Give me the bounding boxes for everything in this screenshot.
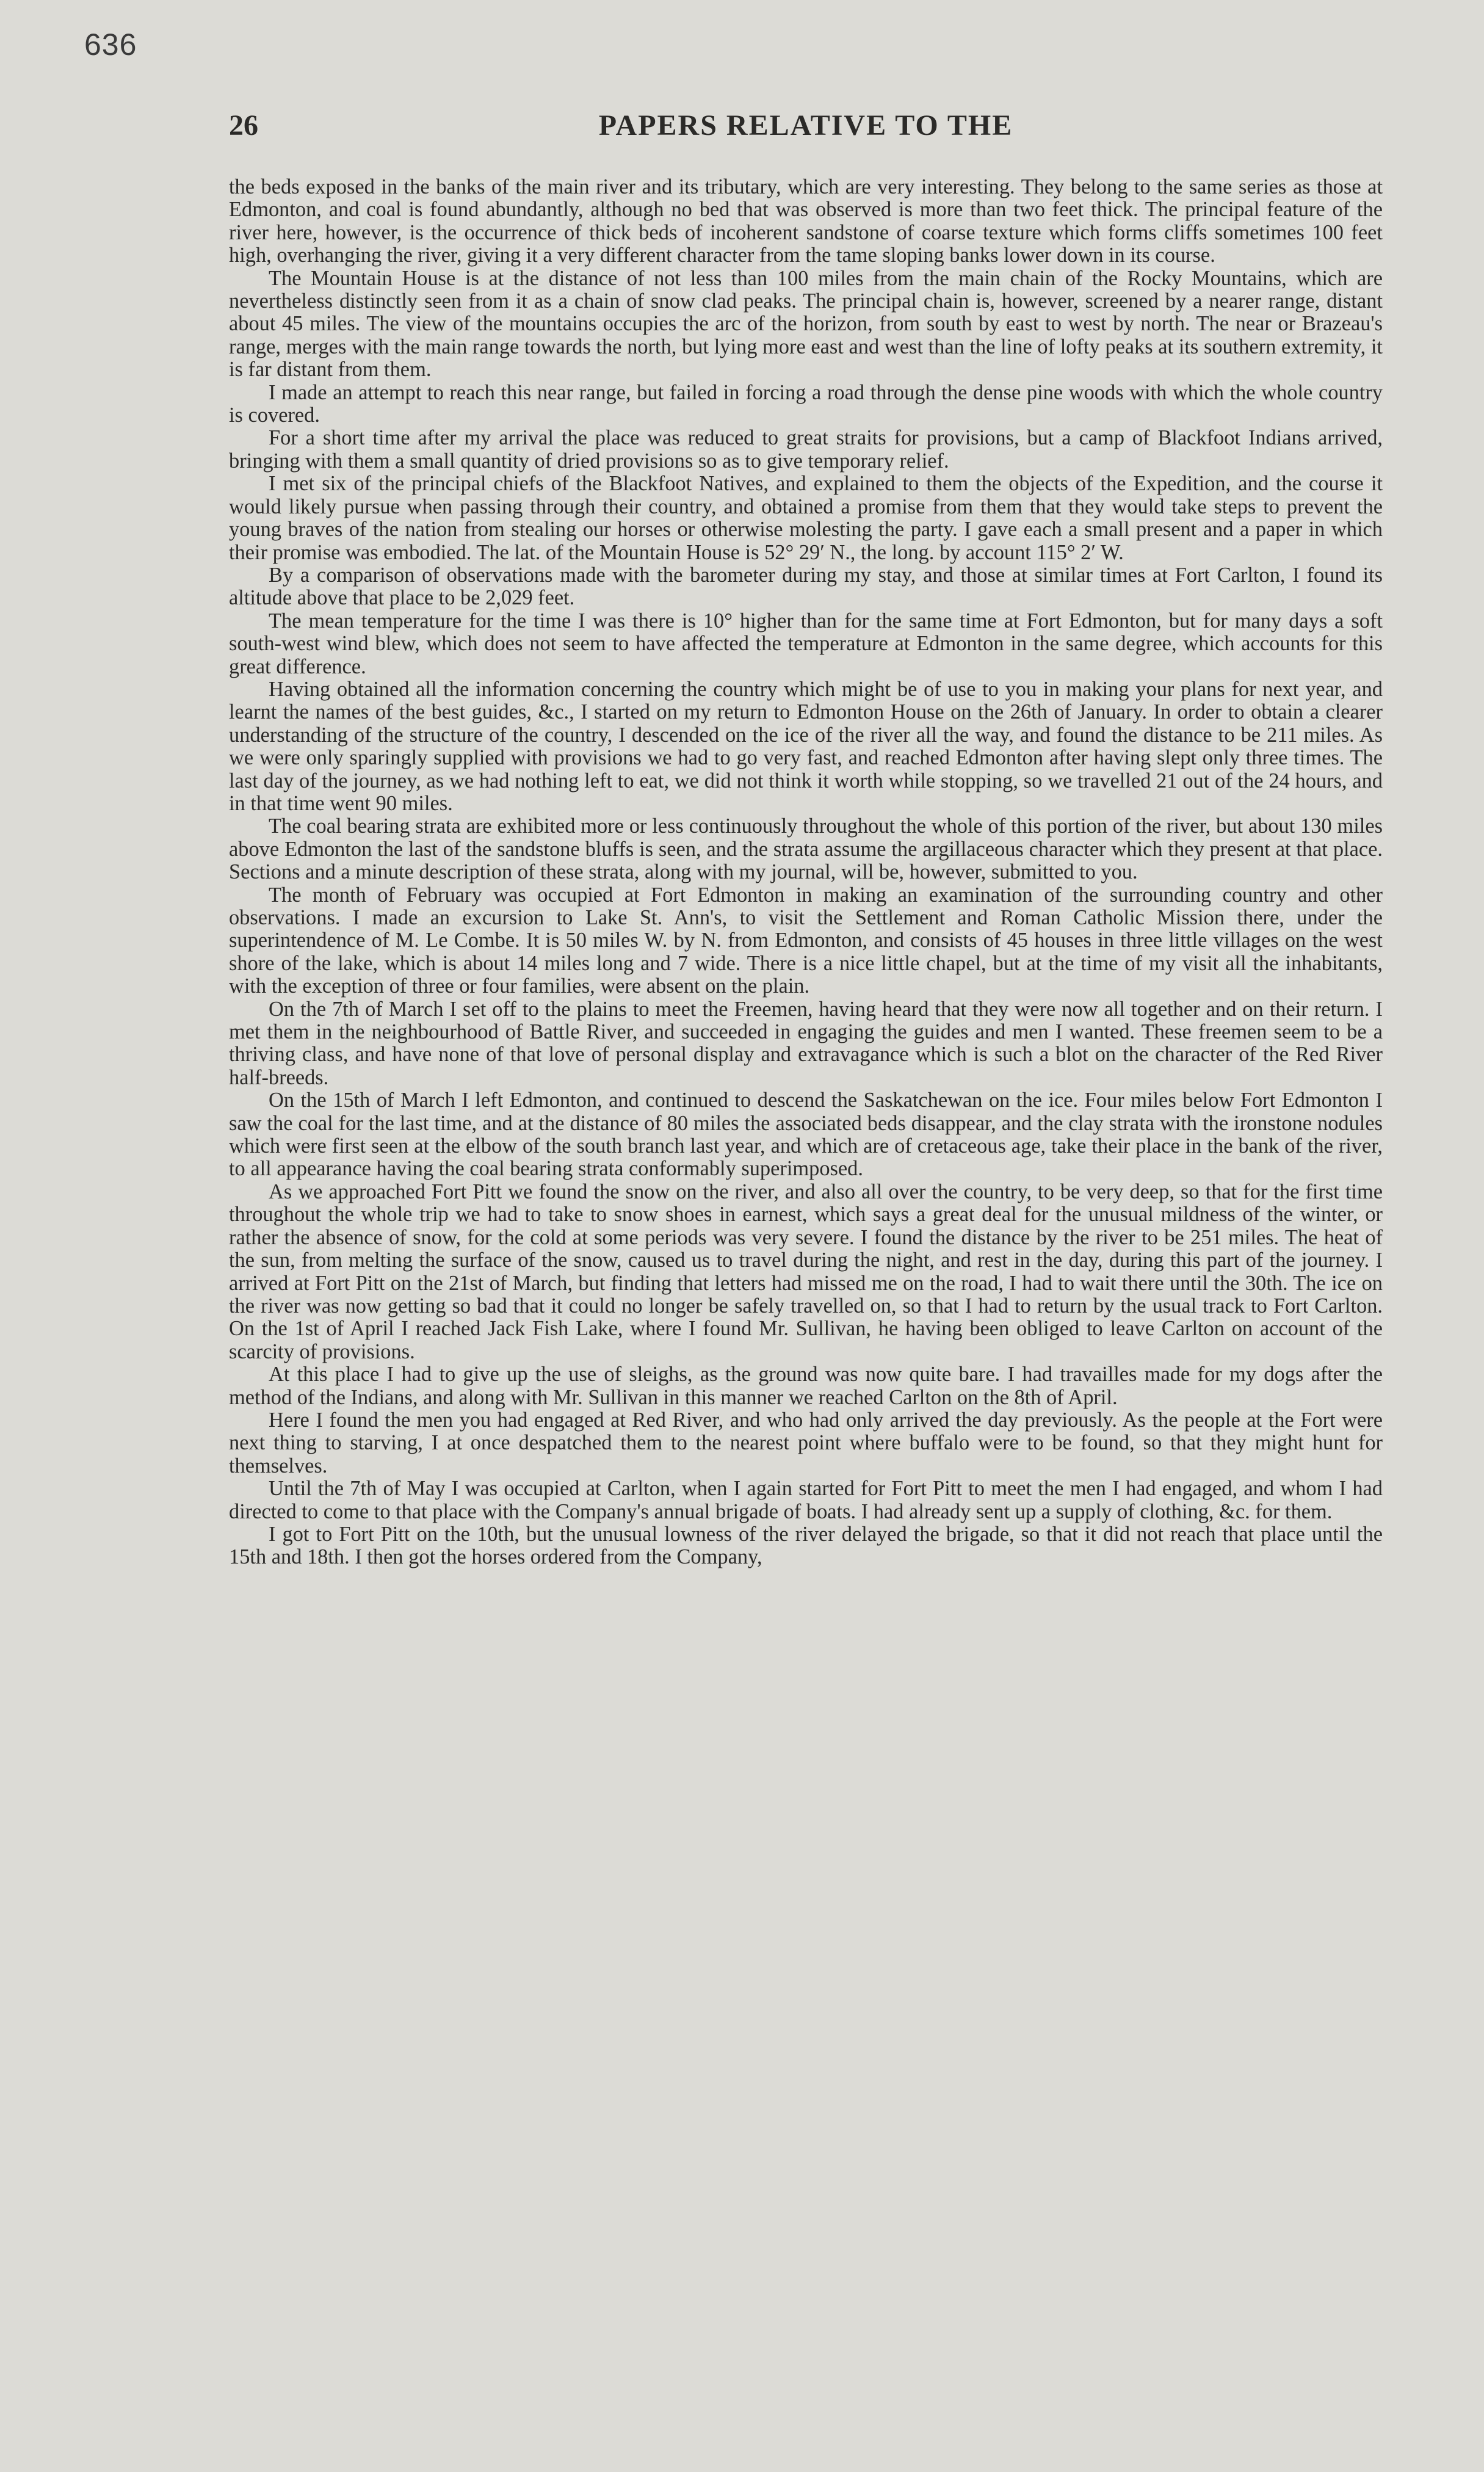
running-title: PAPERS RELATIVE TO THE — [598, 109, 1013, 142]
paragraph: I made an attempt to reach this near range, but failed in forcing a road through the dense pine woods with which the whole country is covered. — [229, 380, 1383, 427]
paragraph: By a comparison of observations made with the barometer during my stay, and those at similar times at Fort Carlton, I found its altitude above that place to be 2,029 feet. — [229, 563, 1383, 610]
paragraph: The Mountain House is at the distance of not less than 100 miles from the main chain of the Rocky Mountains, which are nevertheless distinctly seen from it as a chain of snow clad peaks. The principal chain is, however, screened by a nearer range, distant about 45 miles. The view of the mountains occupies the arc of the horizon, from south by east to west by north. The near or Brazeau's range, merges with the main range towards the north, but lying more east and west than the line of lofty peaks at its southern extremity, it is far distant from them. — [229, 266, 1383, 382]
paragraph: For a short time after my arrival the place was reduced to great straits for provisions, but a camp of Blackfoot Indians arrived, bringing with them a small quantity of dried provisions so as to give temporary relief. — [229, 426, 1383, 473]
paragraph: Until the 7th of May I was occupied at Carlton, when I again started for Fort Pitt to meet the men I had engaged, and whom I had directed to come to that place with the Company's annual brigade of boats. I had already sent up a supply of clothing, &c. for them. — [229, 1477, 1383, 1523]
page-number: 26 — [229, 109, 258, 142]
paragraph: On the 7th of March I set off to the plains to meet the Freemen, having heard that they were now all together and on their return. I met them in the neighbourhood of Battle River, and succeeded in engaging the guides and men I wanted. These freemen seem to be a thriving class, and have none of that love of personal display and extravagance which is such a blot on the character of the Red River half-breeds. — [229, 997, 1383, 1089]
paragraph: I got to Fort Pitt on the 10th, but the unusual lowness of the river delayed the brigade, so that it did not reach that place until the 15th and 18th. I then got the horses ordered from the Company, — [229, 1522, 1383, 1569]
paragraph: I met six of the principal chiefs of the Blackfoot Natives, and explained to them the objects of the Expedition, and the course it would likely pursue when passing through their country, and obtained a promise from them that they would take steps to prevent the young braves of the nation from stealing our horses or otherwise molesting the party. I gave each a small present and a paper in which their promise was embodied. The lat. of the Mountain House is 52° 29′ N., the long. by account 115° 2′ W. — [229, 472, 1383, 564]
paragraph: As we approached Fort Pitt we found the snow on the river, and also all over the country, to be very deep, so that for the first time throughout the whole trip we had to take to snow shoes in earnest, which says a great deal for the unusual mildness of the winter, or rather the absence of snow, for the cold at some periods was very severe. I found the distance by the river to be 251 miles. The heat of the sun, from melting the surface of the snow, caused us to travel during the night, and rest in the day, during this part of the journey. I arrived at Fort Pitt on the 21st of March, but finding that letters had missed me on the road, I had to wait there until the 30th. The ice on the river was now getting so bad that it could no longer be safely travelled on, so that I had to return by the usual track to Fort Carlton. On the 1st of April I reached Jack Fish Lake, where I found Mr. Sullivan, he having been obliged to leave Carlton on account of the scarcity of provisions. — [229, 1180, 1383, 1363]
paragraph: At this place I had to give up the use of sleighs, as the ground was now quite bare. I had travailles made for my dogs after the method of the Indians, and along with Mr. Sullivan in this manner we reached Carlton on the 8th of April. — [229, 1363, 1383, 1409]
paragraph: On the 15th of March I left Edmonton, and continued to descend the Saskatchewan on the ice. Four miles below Fort Edmonton I saw the coal for the last time, and at the distance of 80 miles the associated beds disappear, and the clay strata with the ironstone nodules which were first seen at the elbow of the south branch last year, and which are of cretaceous age, take their place in the bank of the river, to all appearance having the coal bearing strata conformably superimposed. — [229, 1089, 1383, 1181]
paragraph: The mean temperature for the time I was there is 10° higher than for the same time at Fort Edmonton, but for many days a soft south-west wind blew, which does not seem to have affected the temperature at Edmonton in the same degree, which accounts for this great difference. — [229, 609, 1383, 678]
paragraph: The month of February was occupied at Fort Edmonton in making an examination of the surrounding country and other observations. I made an excursion to Lake St. Ann's, to visit the Settlement and Roman Catholic Mission there, under the superintendence of M. Le Combe. It is 50 miles W. by N. from Edmonton, and consists of 45 houses in three little villages on the west shore of the lake, which is about 14 miles long and 7 wide. There is a nice little chapel, but at the time of my visit all the inhabitants, with the exception of three or four families, were absent on the plain. — [229, 883, 1383, 998]
paragraph: The coal bearing strata are exhibited more or less continuously throughout the whole of this portion of the river, but about 130 miles above Edmonton the last of the sandstone bluffs is seen, and the strata assume the argillaceous character which they present at that place. Sections and a minute description of these strata, along with my journal, will be, however, submitted to you. — [229, 814, 1383, 884]
paragraph: Having obtained all the information concerning the country which might be of use to you in making your plans for next year, and learnt the names of the best guides, &c., I started on my return to Edmonton House on the 26th of January. In order to obtain a clearer understanding of the structure of the country, I descended on the ice of the river all the way, and found the distance to be 211 miles. As we were only sparingly supplied with provisions we had to go very fast, and reached Edmonton after having slept only three times. The last day of the journey, as we had nothing left to eat, we did not think it worth while stopping, so we travelled 21 out of the 24 hours, and in that time went 90 miles. — [229, 677, 1383, 815]
body-text — [229, 176, 1383, 1569]
running-header — [229, 109, 1383, 151]
paragraph: Here I found the men you had engaged at Red River, and who had only arrived the day previously. As the people at the Fort were next thing to starving, I at once despatched them to the nearest point where buffalo were to be found, so that they might hunt for themselves. — [229, 1408, 1383, 1477]
paragraph: the beds exposed in the banks of the main river and its tributary, which are very interesting. They belong to the same series as those at Edmonton, and coal is found abundantly, although no bed that was observed is more than two feet thick. The principal feature of the river here, however, is the occurrence of thick beds of incoherent sandstone of coarse texture which forms cliffs sometimes 100 feet high, overhanging the river, giving it a very different character from the tame sloping banks lower down in its course. — [229, 175, 1383, 267]
archive-page-number: 636 — [84, 27, 137, 62]
